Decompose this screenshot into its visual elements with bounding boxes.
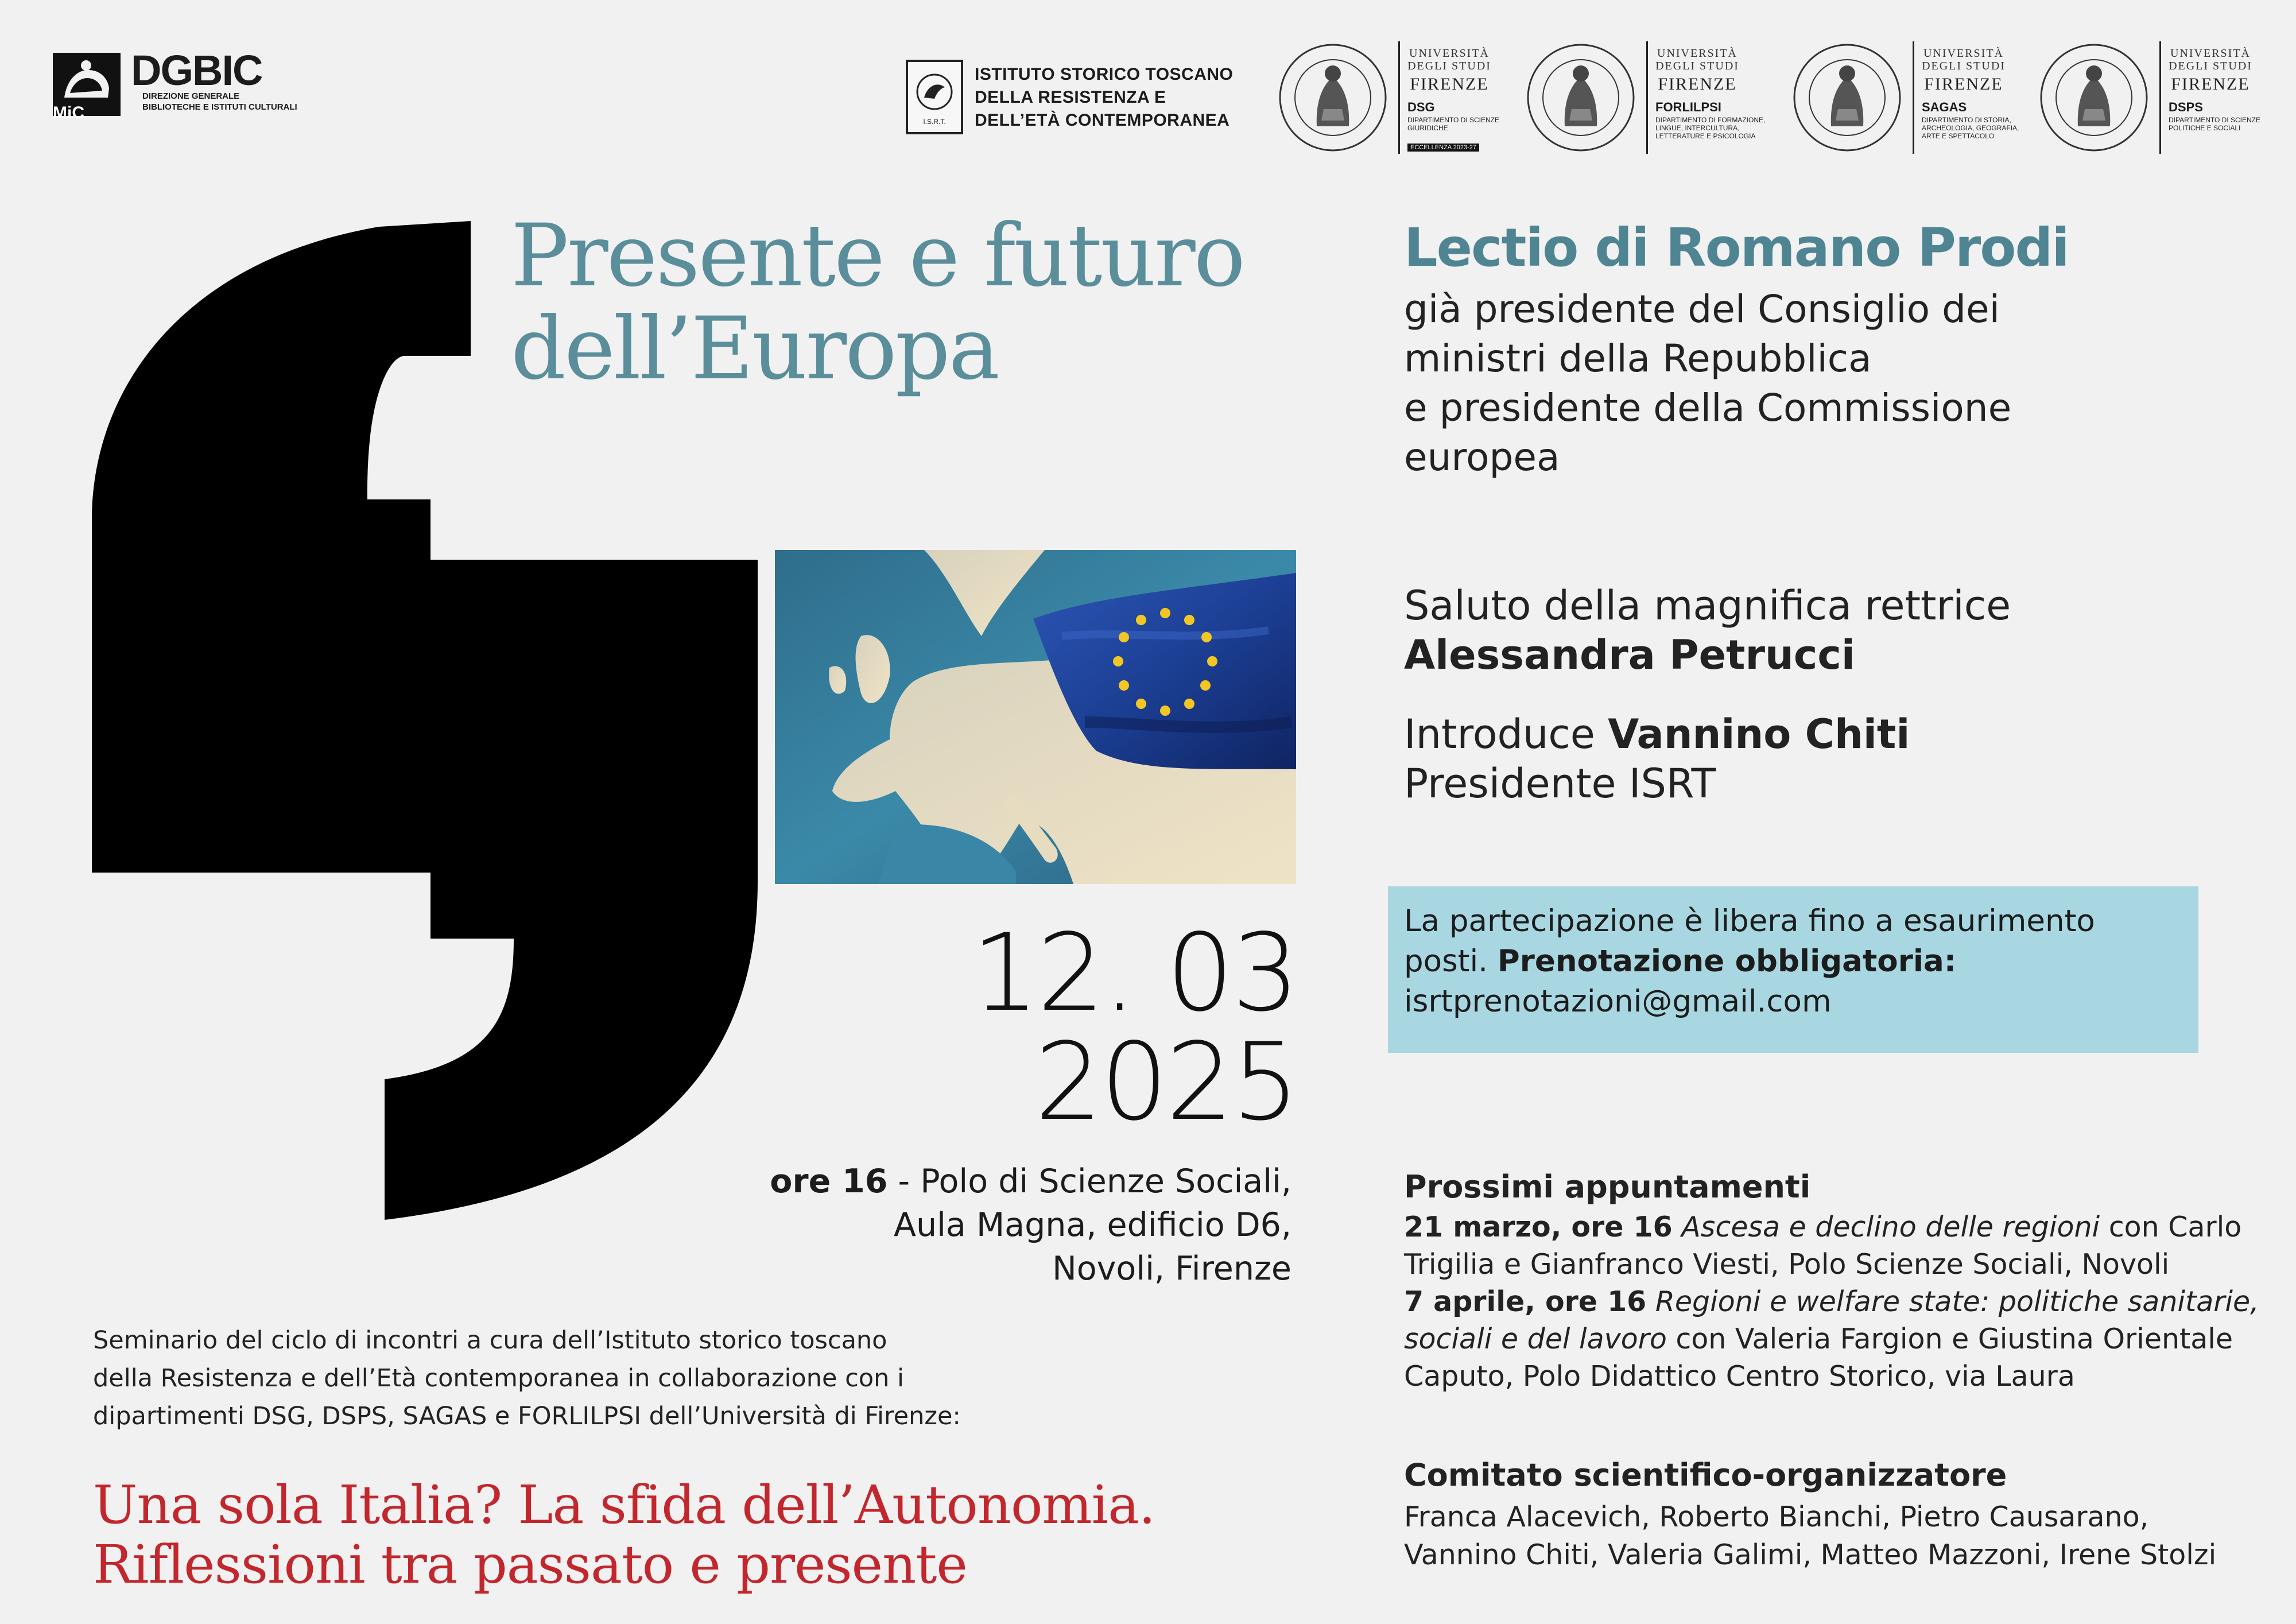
dgbic-subtitle	[142, 91, 297, 113]
dept-acronym: SAGAS	[1922, 100, 1967, 114]
dgbic-subtitle-line1: DIREZIONE GENERALE	[142, 91, 240, 101]
isrt-name-line1: ISTITUTO STORICO TOSCANO	[975, 65, 1234, 84]
dept-excellence-badge: ECCELLENZA 2023-27	[1407, 144, 1479, 152]
venue-line1: - Polo di Scienze Sociali,	[887, 1162, 1292, 1200]
dept-full-name: DIPARTIMENTO DI SCIENZE POLITICHE E SOCIALI	[2169, 116, 2261, 132]
greeting-line: Saluto della magnifica rettrice	[1404, 582, 2011, 629]
event2-title-part1: Regioni e welfare state: politiche sanitarie,	[1646, 1285, 2259, 1318]
event-venue	[666, 1160, 1292, 1290]
cycle-title	[93, 1475, 1241, 1595]
unifi-name-line2: FIRENZE	[1658, 75, 1737, 94]
dept-full-name: DIPARTIMENTO DI STORIA, ARCHEOLOGIA, GEOGRAFIA, ARTE E SPETTACOLO	[1922, 116, 2019, 140]
cycle-title-line1: Una sola Italia? La sfida dell’Autonomia.	[93, 1474, 1155, 1536]
dept-full-name: DIPARTIMENTO DI SCIENZE GIURIDICHE	[1407, 116, 1500, 132]
introduction-block	[1404, 710, 2254, 808]
unifi-logo-dsps	[2037, 40, 2278, 155]
unifi-name-line1: UNIVERSITÀ DEGLI STUDI	[2169, 47, 2252, 72]
lectio-bio-line3: e presidente della Commissione	[1404, 386, 2012, 430]
registration-info-text	[1404, 901, 2196, 1022]
unifi-logo-sagas	[1790, 40, 2031, 155]
seminar-line3: dipartimenti DSG, DSPS, SAGAS e FORLILPSI dell’Università di Firenze:	[93, 1402, 961, 1431]
unifi-seal-icon	[2037, 40, 2151, 155]
event2-date: 7 aprile, ore 16	[1404, 1285, 1647, 1318]
event-date-day-month: 12. 03	[971, 910, 1297, 1035]
upcoming-event-1	[1404, 1208, 2276, 1246]
dept-acronym: DSG	[1407, 100, 1435, 114]
unifi-name-line2: FIRENZE	[1410, 75, 1489, 94]
lectio-bio-line1: già presidente del Consiglio dei	[1404, 287, 2000, 331]
event-title-line2: dell’Europa	[511, 299, 998, 399]
unifi-name-line2: FIRENZE	[1924, 75, 2003, 94]
event-date	[895, 910, 1297, 1144]
introducer-name: Vannino Chiti	[1608, 711, 1910, 758]
unifi-logo-forlilpsi	[1523, 40, 1764, 155]
venue-line3: Novoli, Firenze	[1052, 1250, 1292, 1288]
dept-full-name: DIPARTIMENTO DI FORMAZIONE, LINGUE, INTERCULTURA, LETTERATURE E PSICOLOGIA	[1655, 116, 1766, 140]
event1-details: Trigilia e Gianfranco Viesti, Polo Scienze Sociali, Novoli	[1404, 1248, 2170, 1281]
event1-speakers: con Carlo	[2100, 1211, 2242, 1243]
dept-acronym: FORLILPSI	[1655, 100, 1721, 114]
svg-text:I.S.R.T.: I.S.R.T.	[923, 118, 946, 126]
committee-heading: Comitato scientifico-organizzatore	[1404, 1457, 2007, 1493]
mic-label: MiC	[53, 103, 84, 122]
dept-acronym: DSPS	[2169, 100, 2203, 114]
event-title	[511, 206, 1314, 399]
registration-email-link[interactable]: isrtprenotazioni@gmail.com	[1404, 984, 1832, 1019]
isrt-name-line2: DELLA RESISTENZA E	[975, 88, 1166, 107]
europe-map-flag-image	[775, 550, 1296, 884]
lectio-bio-line4: europea	[1404, 435, 1560, 479]
event2-details: Caputo, Polo Didattico Centro Storico, via Laura	[1404, 1360, 2075, 1393]
rector-name: Alessandra Petrucci	[1404, 631, 1855, 679]
unifi-seal-icon	[1523, 40, 1638, 155]
committee-line2: Vannino Chiti, Valeria Galimi, Matteo Mazzoni, Irene Stolzi	[1404, 1538, 2217, 1571]
upcoming-event-2	[1404, 1283, 2276, 1320]
event1-title: Ascesa e declino delle regioni	[1672, 1211, 2100, 1243]
unifi-seal-icon	[1790, 40, 1905, 155]
registration-line1: La partecipazione è libera fino a esaurimento	[1404, 904, 2095, 939]
greeting-block	[1404, 581, 2254, 680]
unifi-name-line1: UNIVERSITÀ DEGLI STUDI	[1407, 47, 1491, 72]
event-title-line1: Presente e futuro	[511, 206, 1244, 306]
registration-line2: posti.	[1404, 944, 1498, 979]
unifi-name-line2: FIRENZE	[2171, 75, 2250, 94]
event2-title-part2: sociali e del lavoro	[1404, 1323, 1667, 1355]
event-time: ore 16	[770, 1162, 888, 1200]
upcoming-events-list	[1404, 1208, 2276, 1395]
venue-line2: Aula Magna, edificio D6,	[893, 1206, 1292, 1244]
event2-speakers: con Valeria Fargion e Giustina Orientale	[1666, 1323, 2233, 1355]
cycle-title-line2: Riflessioni tra passato e presente	[93, 1534, 967, 1595]
introduce-label: Introduce	[1404, 711, 1608, 758]
unifi-seal-icon	[1275, 40, 1390, 155]
event-date-year: 2025	[1034, 1020, 1297, 1144]
isrt-name	[975, 63, 1233, 132]
unifi-name-line1: UNIVERSITÀ DEGLI STUDI	[1922, 47, 2006, 72]
dgbic-subtitle-line2: BIBLIOTECHE E ISTITUTI CULTURALI	[142, 102, 297, 112]
lectio-heading: Lectio di Romano Prodi	[1404, 217, 2069, 278]
registration-required: Prenotazione obbligatoria:	[1497, 944, 1956, 979]
unifi-logo-dsg	[1275, 40, 1517, 155]
dgbic-title: DGBIC	[131, 46, 262, 94]
unifi-name-line1: UNIVERSITÀ DEGLI STUDI	[1655, 47, 1739, 72]
isrt-name-line3: DELL’ETÀ CONTEMPORANEA	[975, 111, 1230, 130]
committee-members	[1404, 1498, 2276, 1574]
lectio-speaker-bio	[1404, 285, 2254, 482]
event1-date: 21 marzo, ore 16	[1404, 1211, 1673, 1243]
upcoming-events-heading: Prossimi appuntamenti	[1404, 1169, 1811, 1205]
isrt-logo-mark	[906, 60, 963, 134]
seminar-description	[93, 1321, 1184, 1435]
lectio-bio-line2: ministri della Repubblica	[1404, 336, 1872, 381]
seminar-line1: Seminario del ciclo di incontri a cura dell’Istituto storico toscano	[93, 1326, 887, 1355]
introducer-role: Presidente ISRT	[1404, 760, 1716, 807]
seminar-line2: della Resistenza e dell’Età contemporanea in collaborazione con i	[93, 1364, 904, 1393]
committee-line1: Franca Alacevich, Roberto Bianchi, Pietro Causarano,	[1404, 1501, 2149, 1533]
